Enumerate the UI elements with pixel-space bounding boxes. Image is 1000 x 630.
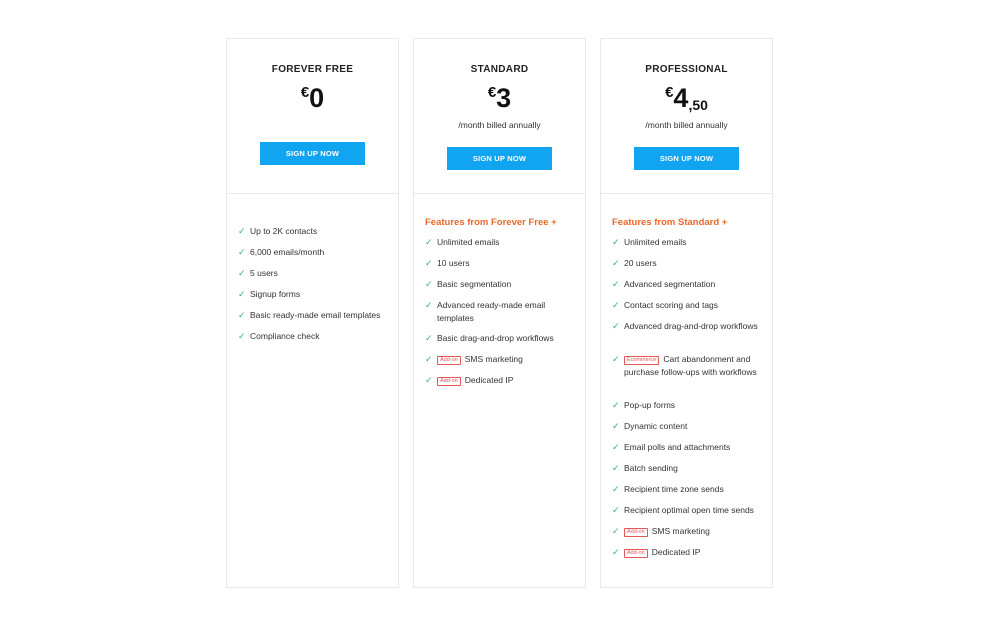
plan-header xyxy=(227,39,398,194)
feature-item: ✓ Unlimited emails xyxy=(425,237,500,247)
billing-note: /month billed annually xyxy=(645,120,728,130)
feature-item: ✓ Up to 2K contacts xyxy=(238,226,318,236)
check-icon: ✓ xyxy=(425,237,433,247)
check-icon: ✓ xyxy=(425,279,433,289)
check-icon: ✓ xyxy=(425,375,433,385)
check-icon: ✓ xyxy=(612,442,620,452)
check-icon: ✓ xyxy=(238,226,246,236)
plan-header xyxy=(414,39,585,194)
feature-item: ✓ Unlimited emails xyxy=(612,237,687,247)
plan-price xyxy=(414,83,585,117)
feature-item: ✓ Signup forms xyxy=(238,289,301,299)
plan-price xyxy=(227,83,398,117)
feature-item: ✓ 6,000 emails/month xyxy=(238,247,325,257)
check-icon: ✓ xyxy=(238,310,246,320)
check-icon: ✓ xyxy=(612,237,620,247)
price-currency: € xyxy=(300,84,310,101)
check-icon: ✓ xyxy=(612,258,620,268)
addon-badge: Add-on xyxy=(437,356,461,365)
feature-item: ✓ Add-on SMS marketing xyxy=(425,354,523,364)
addon-badge: Add-on xyxy=(624,528,648,537)
feature-item: ✓ Compliance check xyxy=(238,331,320,341)
feature-item: ✓ Basic segmentation xyxy=(425,279,512,289)
feature-item: ✓ Pop-up forms xyxy=(612,400,676,410)
price-currency: € xyxy=(487,84,497,101)
feature-item: ✓ Advanced ready-made email templates xyxy=(425,300,546,323)
price-amount: 3 xyxy=(496,83,512,113)
feature-item: ✓ 5 users xyxy=(238,268,278,278)
check-icon: ✓ xyxy=(612,505,620,515)
check-icon: ✓ xyxy=(425,333,433,343)
check-icon: ✓ xyxy=(612,463,620,473)
feature-item: ✓ 10 users xyxy=(425,258,470,268)
check-icon: ✓ xyxy=(425,300,433,310)
check-icon: ✓ xyxy=(612,279,620,289)
check-icon: ✓ xyxy=(612,421,620,431)
feature-item: ✓ Recipient optimal open time sends xyxy=(612,505,754,515)
feature-item: ✓ Add-on Dedicated IP xyxy=(612,547,701,557)
check-icon: ✓ xyxy=(612,547,620,557)
plan-card-forever-free xyxy=(226,38,399,588)
plan-name: PROFESSIONAL xyxy=(645,64,728,75)
addon-badge: Add-on xyxy=(437,377,461,386)
feature-item: ✓ Basic ready-made email templates xyxy=(238,310,381,320)
check-icon: ✓ xyxy=(238,289,246,299)
feature-item: ✓ Advanced drag-and-drop workflows xyxy=(612,321,758,331)
feature-item: ✓ Ecommerce Cart abandonment and purchase follow-ups with workflows xyxy=(612,354,757,377)
plan-name: STANDARD xyxy=(470,64,529,75)
price-currency: € xyxy=(665,84,674,101)
billing-note: /month billed annually xyxy=(458,120,541,130)
feature-item: ✓ Dynamic content xyxy=(612,421,688,431)
check-icon: ✓ xyxy=(612,300,620,310)
pricing-plans xyxy=(226,38,773,588)
features-heading: Features from Forever Free + xyxy=(425,217,557,228)
price-amount: 0 xyxy=(309,83,325,113)
features-heading: Features from Standard + xyxy=(612,217,728,228)
signup-button-forever-free[interactable]: SIGN UP NOW xyxy=(260,142,365,165)
check-icon: ✓ xyxy=(425,258,433,268)
feature-item: ✓ Add-on Dedicated IP xyxy=(425,375,514,385)
check-icon: ✓ xyxy=(612,526,620,536)
addon-badge: Add-on xyxy=(624,549,648,558)
check-icon: ✓ xyxy=(238,268,246,278)
signup-button-standard[interactable]: SIGN UP NOW xyxy=(447,147,552,170)
plan-price xyxy=(601,83,772,117)
check-icon: ✓ xyxy=(425,354,433,364)
check-icon: ✓ xyxy=(238,331,246,341)
feature-item: ✓ Batch sending xyxy=(612,463,678,473)
feature-item: ✓ Email polls and attachments xyxy=(612,442,731,452)
feature-item: ✓ Contact scoring and tags xyxy=(612,300,719,310)
check-icon: ✓ xyxy=(612,321,620,331)
check-icon: ✓ xyxy=(238,247,246,257)
plan-header xyxy=(601,39,772,194)
ecommerce-badge: Ecommerce xyxy=(624,356,659,365)
check-icon: ✓ xyxy=(612,484,620,494)
price-amount: 4 xyxy=(673,83,689,113)
price-cents: ,50 xyxy=(688,97,708,113)
plan-card-standard xyxy=(413,38,586,588)
plan-name: FOREVER FREE xyxy=(271,64,354,75)
plan-card-professional xyxy=(600,38,773,588)
check-icon: ✓ xyxy=(612,354,620,364)
signup-button-professional[interactable]: SIGN UP NOW xyxy=(634,147,739,170)
feature-item: ✓ Add-on SMS marketing xyxy=(612,526,710,536)
feature-item: ✓ Basic drag-and-drop workflows xyxy=(425,333,554,343)
feature-item: ✓ Advanced segmentation xyxy=(612,279,716,289)
check-icon: ✓ xyxy=(612,400,620,410)
feature-item: ✓ 20 users xyxy=(612,258,657,268)
feature-item: ✓ Recipient time zone sends xyxy=(612,484,724,494)
